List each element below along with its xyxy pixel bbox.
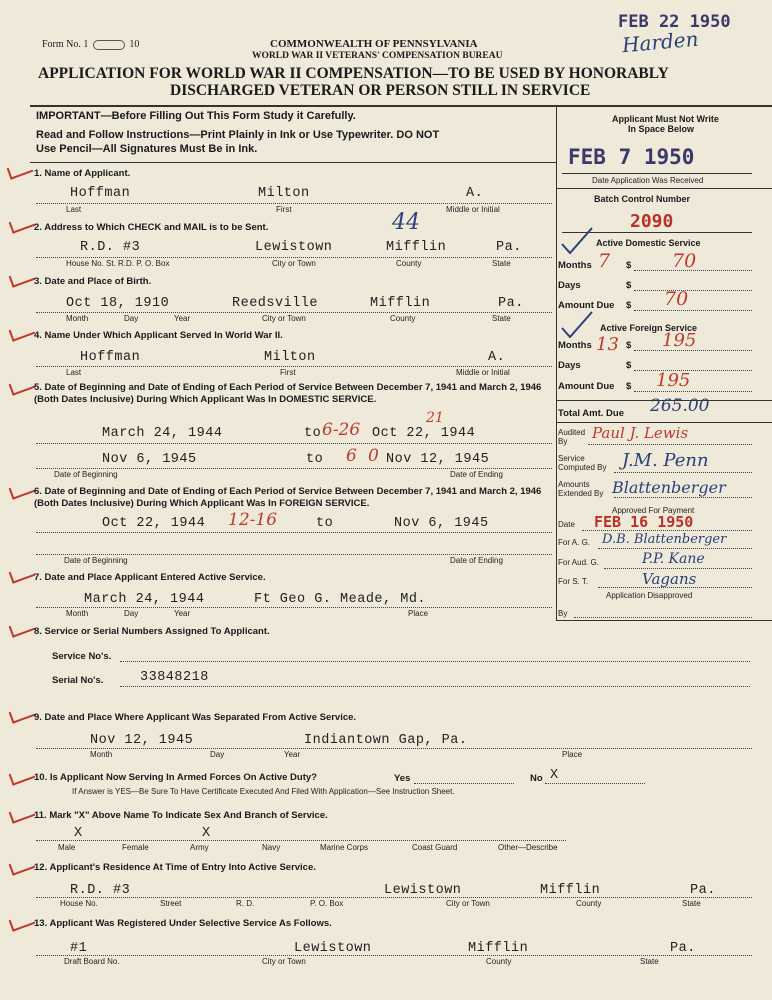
- for-months-label: Months: [558, 340, 592, 351]
- q13-state-label: State: [640, 957, 659, 966]
- q4-middle-label: Middle or Initial: [456, 368, 510, 377]
- q12-house-value[interactable]: R.D. #3: [70, 883, 131, 898]
- q3-state-value[interactable]: Pa.: [498, 296, 524, 311]
- fst-label: For S. T.: [558, 577, 589, 586]
- q6-begin-value[interactable]: Oct 22, 1944: [102, 516, 206, 531]
- q11-option-army[interactable]: Army: [190, 843, 209, 852]
- check-mark-2: [9, 214, 36, 233]
- q9-month-label: Month: [90, 750, 113, 759]
- batch-number: 2090: [630, 211, 674, 232]
- form-number: [42, 39, 139, 50]
- q1-last-label: Last: [66, 205, 82, 214]
- commonwealth-heading: COMMONWEALTH OF PENNSYLVANIA: [270, 38, 478, 50]
- q4-label: 4. Name Under Which Applicant Served In World War II.: [34, 330, 283, 341]
- domestic-heading: Active Domestic Service: [596, 238, 701, 248]
- instructions-line2: Read and Follow Instructions—Print Plainly in Ink or Use Typewriter. DO NOT: [36, 129, 440, 141]
- q10-no-mark[interactable]: X: [550, 768, 559, 783]
- approved-date-label: Date: [558, 520, 575, 529]
- q10-label: 10. Is Applicant Now Serving In Armed Forces On Active Duty?: [34, 772, 317, 783]
- dom-days-line: [634, 290, 752, 291]
- approved-date-line: [582, 530, 752, 531]
- q2-city-label: City or Town: [272, 259, 316, 268]
- q1-line: [36, 203, 552, 204]
- q2-city-value[interactable]: Lewistown: [255, 240, 333, 255]
- check-mark-8: [9, 618, 36, 637]
- q1-first-label: First: [276, 205, 292, 214]
- q9-year-label: Year: [284, 750, 301, 759]
- q5-line1: [36, 443, 552, 444]
- q5-begin-label: Date of Beginning: [54, 470, 118, 479]
- extended-label: Amounts Extended By: [558, 480, 604, 498]
- check-mark-6: [9, 480, 36, 499]
- q11-army-mark[interactable]: X: [202, 826, 211, 841]
- q11-option-navy[interactable]: Navy: [262, 843, 281, 852]
- q5-row1-hand: 6-26: [322, 420, 361, 440]
- fst-signature: Vagans: [642, 570, 697, 588]
- received-stamp: FEB 7 1950: [568, 145, 695, 169]
- q2-state-label: State: [492, 259, 511, 268]
- fag-line: [598, 548, 752, 549]
- office-heading2: In Space Below: [628, 124, 695, 134]
- q12-county-value[interactable]: Mifflin: [540, 883, 601, 898]
- computed-label: Service Computed By: [558, 454, 607, 472]
- q1-first-value[interactable]: Milton: [258, 186, 310, 201]
- dom-months-dollar: $: [626, 260, 632, 271]
- q8-service-label: Service No's.: [52, 651, 112, 662]
- q7-place-label: Place: [408, 609, 429, 618]
- for-amount-label: Amount Due: [558, 381, 615, 392]
- computed-line: [614, 472, 752, 473]
- q3-state-label: State: [492, 314, 511, 323]
- q11-option-male[interactable]: Male: [58, 843, 76, 852]
- q7-place-value[interactable]: Ft Geo G. Meade, Md.: [254, 592, 427, 607]
- q5-row1-hand2: 21: [426, 410, 444, 426]
- fag-signature: D.B. Blattenberger: [602, 532, 727, 547]
- q7-line: [36, 607, 552, 608]
- q7-year-label: Year: [174, 609, 191, 618]
- date-stamp-top: FEB 22 1950: [618, 12, 731, 32]
- dom-months-line: [634, 270, 752, 271]
- dom-months-label: Months: [558, 260, 592, 271]
- q5-line2: [36, 468, 552, 469]
- faud-signature: P.P. Kane: [642, 551, 705, 567]
- for-months-amount: 195: [662, 330, 697, 351]
- q5-row2-end[interactable]: Nov 12, 1945: [386, 452, 490, 467]
- q11-option-female[interactable]: Female: [122, 843, 149, 852]
- faud-line: [604, 568, 752, 569]
- check-mark-9: [9, 704, 36, 723]
- q9-label: 9. Date and Place Where Applicant Was Separated From Active Service.: [34, 712, 357, 723]
- q6-end-value[interactable]: Nov 6, 1945: [394, 516, 489, 531]
- q12-pobox-label: P. O. Box: [310, 899, 344, 908]
- q8-serial-label: Serial No's.: [52, 675, 104, 686]
- form-number-label: Form No. 1: [42, 39, 89, 50]
- q3-city-label: City or Town: [262, 314, 306, 323]
- q9-line: [36, 748, 752, 749]
- q13-state-value[interactable]: Pa.: [670, 941, 696, 956]
- q9-place-label: Place: [562, 750, 583, 759]
- for-months-value: 13: [596, 334, 619, 355]
- q12-city-value[interactable]: Lewistown: [384, 883, 462, 898]
- dom-amount-line: [634, 310, 752, 311]
- q5-row1-end[interactable]: Oct 22, 1944: [372, 426, 476, 441]
- q1-middle-label: Middle or Initial: [446, 205, 500, 214]
- q3-label: 3. Date and Place of Birth.: [34, 276, 152, 287]
- approved-label: Approved For Payment: [612, 506, 695, 515]
- q10-no-line: [545, 783, 645, 784]
- fag-label: For A. G.: [558, 538, 591, 547]
- q13-city-value[interactable]: Lewistown: [294, 941, 372, 956]
- disapproved-label: Application Disapproved: [606, 591, 693, 600]
- q8-serial-value[interactable]: 33848218: [140, 670, 209, 685]
- q12-state-value[interactable]: Pa.: [690, 883, 716, 898]
- q9-place-value[interactable]: Indiantown Gap, Pa.: [304, 733, 468, 748]
- q12-street-label: Street: [160, 899, 182, 908]
- total-label: Total Amt. Due: [558, 408, 624, 419]
- audited-line: [588, 444, 752, 445]
- check-mark-3: [9, 268, 36, 287]
- q13-board-value[interactable]: #1: [70, 941, 88, 956]
- q8-label: 8. Service or Serial Numbers Assigned To Applicant.: [34, 626, 270, 637]
- foreign-heading: Active Foreign Service: [600, 323, 698, 333]
- q10-yes-line[interactable]: [414, 783, 514, 784]
- q8-service-line[interactable]: [120, 661, 750, 662]
- q7-day-label: Day: [124, 609, 139, 618]
- dom-days-dollar: $: [626, 280, 632, 291]
- q11-option-coastguard[interactable]: Coast Guard: [412, 843, 458, 852]
- q13-county-value[interactable]: Mifflin: [468, 941, 529, 956]
- q4-line: [36, 366, 552, 367]
- q9-day-label: Day: [210, 750, 225, 759]
- q11-option-other[interactable]: Other—Describe: [498, 843, 558, 852]
- for-amount-value: 195: [656, 370, 691, 391]
- for-days-line: [634, 370, 752, 371]
- q4-first-value[interactable]: Milton: [264, 350, 316, 365]
- q5-label: 5. Date of Beginning and Date of Ending of Each Period of Service Between December 7, 1941 and March 2, 1946 (Both Dates Inclusive) During Which Applicant Was In DOMESTIC SERVICE.: [34, 382, 542, 405]
- total-value: 265.00: [650, 396, 710, 416]
- handwritten-name-top: Harden: [621, 26, 700, 58]
- q13-county-label: County: [486, 957, 512, 966]
- q1-label: 1. Name of Applicant.: [34, 168, 131, 179]
- q13-label: 13. Applicant Was Registered Under Selective Service As Follows.: [34, 918, 332, 929]
- dom-amount-dollar: $: [626, 300, 632, 311]
- q2-line: [36, 257, 552, 258]
- q10-yes-label: Yes: [394, 773, 411, 784]
- instructions-divider: [30, 162, 556, 163]
- q3-county-value[interactable]: Mifflin: [370, 296, 431, 311]
- office-divider-3: [556, 422, 772, 423]
- extended-line: [614, 497, 752, 498]
- q3-date-value[interactable]: Oct 18, 1910: [66, 296, 170, 311]
- office-heading1: Applicant Must Not Write: [612, 114, 719, 124]
- q12-house-label: House No.: [60, 899, 98, 908]
- q6-begin-label: Date of Beginning: [64, 556, 128, 565]
- office-column-bottom: [556, 620, 772, 621]
- q2-state-value[interactable]: Pa.: [496, 240, 522, 255]
- office-divider-1: [556, 188, 772, 189]
- q2-county-label: County: [396, 259, 422, 268]
- fst-line: [598, 587, 752, 588]
- instructions-line3: Use Pencil—All Signatures Must Be in Ink.: [36, 143, 258, 155]
- q4-last-value[interactable]: Hoffman: [80, 350, 141, 365]
- for-months-line: [634, 350, 752, 351]
- disapproved-by-label: By: [558, 609, 568, 618]
- q10-note: If Answer is YES—Be Sure To Have Certificate Executed And Filed With Application—See Instruction Sheet.: [72, 787, 455, 796]
- form-suffix: 10: [129, 39, 140, 50]
- computed-signature: J.M. Penn: [622, 450, 709, 471]
- check-mark-10: [9, 766, 36, 785]
- q10-no-label: No: [530, 773, 543, 784]
- batch-label: Batch Control Number: [594, 194, 691, 204]
- q12-city-label: City or Town: [446, 899, 490, 908]
- q5-end-label: Date of Ending: [450, 470, 503, 479]
- q2-annotation: 44: [392, 210, 420, 235]
- q11-male-mark[interactable]: X: [74, 826, 83, 841]
- q3-city-value[interactable]: Reedsville: [232, 296, 319, 311]
- q7-date-value[interactable]: March 24, 1944: [84, 592, 205, 607]
- q1-middle-value[interactable]: A.: [466, 186, 484, 201]
- q3-county-label: County: [390, 314, 416, 323]
- q2-label: 2. Address to Which CHECK and MAIL is to be Sent.: [34, 222, 269, 233]
- q2-house-label: House No. St. R.D. P. O. Box: [66, 259, 170, 268]
- approved-stamp: FEB 16 1950: [594, 513, 694, 531]
- received-label: Date Application Was Received: [592, 176, 704, 185]
- q12-label: 12. Applicant's Residence At Time of Entry Into Active Service.: [34, 862, 316, 873]
- q3-line: [36, 312, 552, 313]
- q6-line1: [36, 532, 552, 533]
- q5-row1-to: to: [304, 426, 322, 441]
- q11-line: [36, 840, 566, 841]
- q6-label: 6. Date of Beginning and Date of Ending of Each Period of Service Between December 7, 1941 and March 2, 1946 (Both Dates Inclusive) During Which Applicant Was In FOREIGN SERVICE.: [34, 486, 542, 509]
- audited-signature: Paul J. Lewis: [592, 424, 689, 442]
- extended-signature: Blattenberger: [612, 478, 726, 497]
- for-amount-line: [634, 391, 752, 392]
- dom-amount-value: 70: [664, 288, 689, 310]
- q12-county-label: County: [576, 899, 602, 908]
- q2-house-value[interactable]: R.D. #3: [80, 240, 141, 255]
- q12-rd-label: R. D.: [236, 899, 255, 908]
- for-days-label: Days: [558, 360, 581, 371]
- form-title-line2: DISCHARGED VETERAN OR PERSON STILL IN SERVICE: [170, 82, 591, 99]
- q3-year-label: Year: [174, 314, 191, 323]
- q5-row2-begin[interactable]: Nov 6, 1945: [102, 452, 197, 467]
- blue-tick-icon-1: [560, 226, 594, 256]
- q9-date-value[interactable]: Nov 12, 1945: [90, 733, 194, 748]
- dom-months-amount: 70: [672, 250, 697, 272]
- q5-row2-hand: 6: [346, 446, 357, 466]
- q4-first-label: First: [280, 368, 296, 377]
- check-mark-7: [9, 564, 36, 583]
- q12-state-label: State: [682, 899, 701, 908]
- dom-amount-label: Amount Due: [558, 300, 615, 311]
- q11-option-marine[interactable]: Marine Corps: [320, 843, 369, 852]
- for-amount-dollar: $: [626, 381, 632, 392]
- q6-end-label: Date of Ending: [450, 556, 503, 565]
- check-mark-5: [9, 376, 36, 395]
- check-mark-11: [9, 804, 36, 823]
- q4-middle-value[interactable]: A.: [488, 350, 506, 365]
- form-seal-icon: [93, 40, 125, 50]
- blue-tick-icon-2: [560, 310, 594, 340]
- q13-city-label: City or Town: [262, 957, 306, 966]
- disapproved-line: [574, 617, 752, 618]
- instructions-line1: IMPORTANT—Before Filling Out This Form Study it Carefully.: [36, 110, 356, 122]
- check-mark-4: [9, 322, 36, 341]
- q13-line: [36, 955, 752, 956]
- dom-months-value: 7: [598, 250, 611, 272]
- q6-to: to: [316, 516, 334, 531]
- q11-label: 11. Mark "X" Above Name To Indicate Sex And Branch of Service.: [34, 810, 328, 821]
- q3-month-label: Month: [66, 314, 89, 323]
- dom-days-label: Days: [558, 280, 581, 291]
- faud-label: For Aud. G.: [558, 558, 599, 567]
- q4-last-label: Last: [66, 368, 82, 377]
- q8-serial-line: [120, 686, 750, 687]
- q1-last-value[interactable]: Hoffman: [70, 186, 131, 201]
- check-mark-1: [7, 160, 34, 179]
- received-line: [562, 173, 752, 174]
- bureau-heading: WORLD WAR II VETERANS' COMPENSATION BUREAU: [252, 51, 503, 61]
- q7-month-label: Month: [66, 609, 89, 618]
- q6-line2: [36, 554, 552, 555]
- check-mark-13: [9, 912, 36, 931]
- for-days-dollar: $: [626, 360, 632, 371]
- q3-day-label: Day: [124, 314, 139, 323]
- q12-line: [36, 897, 752, 898]
- office-column-divider: [556, 105, 557, 620]
- for-months-dollar: $: [626, 340, 632, 351]
- audited-label: Audited By: [558, 428, 586, 446]
- form-title-line1: APPLICATION FOR WORLD WAR II COMPENSATION—TO BE USED BY HONORABLY: [38, 65, 669, 82]
- q13-board-label: Draft Board No.: [64, 957, 120, 966]
- q6-hand: 12-16: [228, 510, 278, 530]
- q5-row1-begin[interactable]: March 24, 1944: [102, 426, 223, 441]
- q7-label: 7. Date and Place Applicant Entered Active Service.: [34, 572, 266, 583]
- header-divider: [30, 105, 772, 107]
- q5-row2-hand2: 0: [368, 446, 379, 466]
- check-mark-12: [9, 856, 36, 875]
- q2-county-value[interactable]: Mifflin: [386, 240, 447, 255]
- q5-row2-to: to: [306, 452, 324, 467]
